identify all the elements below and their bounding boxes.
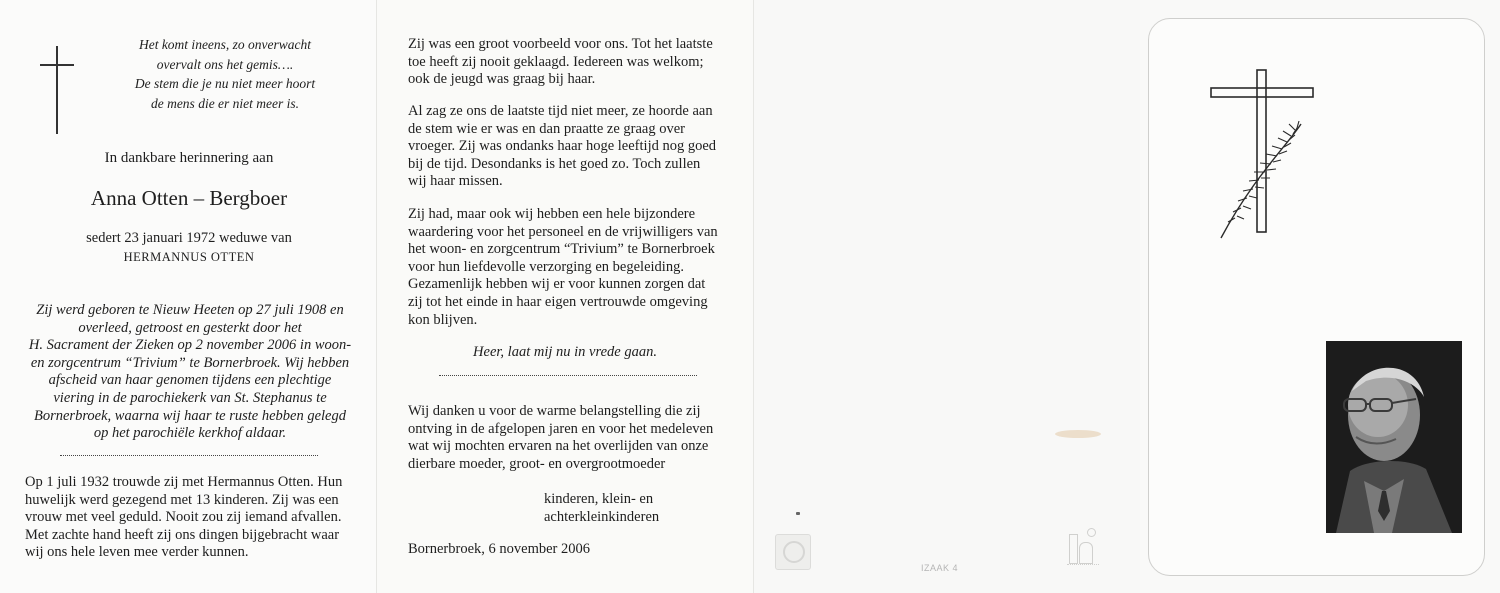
prayer: Heer, laat mij nu in vrede gaan. <box>473 344 657 360</box>
blank-panel <box>753 0 1140 593</box>
paper-stain <box>1055 430 1101 438</box>
text-line: Zij was een groot voorbeeld voor ons. Tot het laatste <box>408 36 713 52</box>
text-line: de stem wie er was en dan praatte ze graag over <box>408 120 685 137</box>
cross-with-palm-icon <box>1205 68 1321 246</box>
text-line: en zorgcentrum “Trivium” te Bornerbroek. Wij hebben <box>30 354 350 371</box>
dedication: In dankbare herinnering aan <box>104 150 274 166</box>
text-line: wij ons hele leven mee verder kunnen. <box>25 544 249 561</box>
text-line: viering in de parochiekerk van St. Stephanus te <box>53 389 327 406</box>
dotted-divider <box>439 375 697 376</box>
text-line: H. Sacrament der Zieken op 2 november 2006 in woon- <box>28 337 352 354</box>
text-line: zij tot het einde in haar eigen vertrouwde omgeving <box>408 293 708 310</box>
text-line: ook de jeugd was graag bij haar. <box>408 71 596 88</box>
husband-name: HERMANNUS OTTEN <box>123 250 255 264</box>
text-line: Wij danken u voor de warme belangstelling die zij <box>408 403 701 419</box>
text-line: Op 1 juli 1932 trouwde zij met Hermannus Otten. Hun <box>25 474 343 490</box>
poem-line: de mens die er niet meer is. <box>150 95 300 111</box>
ink-mark <box>796 512 800 515</box>
text-line: wij haar missen. <box>408 173 503 190</box>
text-line: wat wij mochten ervaren na het overlijden van onze <box>408 438 709 455</box>
text-line: bij de tijd. Desondanks is het goed zo. Toch zullen <box>408 155 701 172</box>
deceased-name: Anna Otten – Bergboer <box>90 186 288 210</box>
poem-line: Het komt ineens, zo onverwacht <box>138 37 312 52</box>
dotted-divider <box>60 455 318 456</box>
text-line: het woon- en zorgcentrum “Trivium” te Bornerbroek <box>408 241 715 258</box>
publisher-logo-icon <box>1067 528 1099 572</box>
paragraph-last-time <box>408 103 722 191</box>
text-line: Al zag ze ons de laatste tijd niet meer, ze hoorde aan <box>408 103 713 119</box>
poem-line: De stem die je nu niet meer hoort <box>134 76 316 91</box>
text-line: Zij werd geboren te Nieuw Heeten op 27 juli 1908 en <box>36 302 344 318</box>
paragraph-thanks <box>408 403 722 473</box>
text-line: voor hun liefdevolle verzorging en begeleiding. <box>408 258 684 275</box>
paragraph-appreciation <box>408 206 722 329</box>
text-line: kinderen, klein- en <box>544 491 654 507</box>
text-line: achterkleinkinderen <box>544 509 660 525</box>
left-panel <box>0 0 376 593</box>
text-line: huwelijk werd gezegend met 13 kinderen. Zij was een <box>25 491 339 508</box>
printer-logo-icon <box>775 534 811 570</box>
paragraph-example <box>408 36 722 89</box>
text-line: ontving in de afgelopen jaren en voor het medeleven <box>408 420 714 437</box>
text-line: op het parochiële kerkhof aldaar. <box>93 425 287 442</box>
text-line: Gezamenlijk hebben wij er voor kunnen zorgen dat <box>408 276 706 293</box>
text-line: kon blijven. <box>408 311 478 328</box>
text-line: toe heeft zij nooit geklaagd. Iedereen was welkom; <box>408 53 704 70</box>
widow-line: sedert 23 januari 1972 weduwe van <box>86 230 292 246</box>
text-line: Bornerbroek, waarna wij haar te ruste hebben gelegd <box>34 407 346 424</box>
marriage-text <box>25 474 355 562</box>
place-date: Bornerbroek, 6 november 2006 <box>408 541 591 557</box>
portrait-photo <box>1326 341 1462 533</box>
signature <box>544 490 659 526</box>
text-line: dierbare moeder, groot- en overgrootmoeder <box>408 455 666 472</box>
print-code: IZAAK 4 <box>921 563 959 573</box>
text-line: overleed, getroost en gesterkt door het <box>78 319 302 336</box>
poem-line: overvalt ons het gemis…. <box>156 56 294 72</box>
birth-death-text <box>22 302 358 443</box>
cross-icon <box>40 46 74 134</box>
text-line: Zij had, maar ook wij hebben een hele bijzondere <box>408 206 696 222</box>
poem <box>110 35 340 113</box>
text-line: Met zachte hand heeft zij ons dingen bijgebracht waar <box>25 526 340 543</box>
text-line: afscheid van haar genomen tijdens een plechtige <box>48 372 332 389</box>
text-line: vroeger. Zij was ondanks haar hoge leeftijd nog goed <box>408 138 717 155</box>
text-line: waardering voor het personeel en de vrijwilligers van <box>408 223 718 240</box>
text-line: vrouw met veel geduld. Nooit zou zij iemand afvallen. <box>25 509 342 526</box>
